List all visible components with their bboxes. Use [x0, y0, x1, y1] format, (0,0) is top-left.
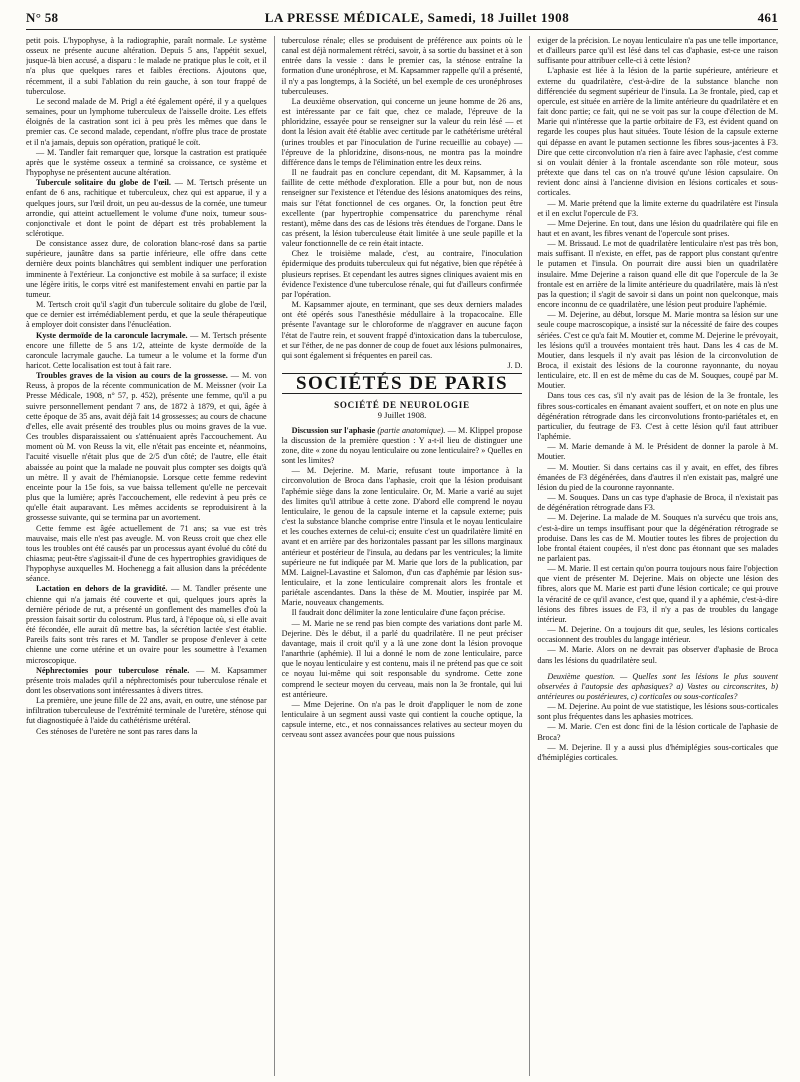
paragraph: — M. Tandler fait remarquer que, lorsque la castration est pratiquée après que le système osseux a terminé sa croissance, ce système et l'hypophyse ne présentent aucune altération. — [26, 147, 267, 178]
paragraph: — M. Dejerine. Au point de vue statistique, les lésions sous-corticales sont plus fréquentes dans les aphasies motrices. — [537, 702, 778, 722]
section-heading: Tubercule solitaire du globe de l'œil. — [36, 178, 171, 188]
paragraph: — M. Moutier. Si dans certains cas il y avait, en effet, des fibres émanées de F3 dégénérées, dans d'autres il n'en existait pas, malgré une lésion du pied de la couronne rayonnante. — [537, 462, 778, 492]
question-paragraph: Deuxième question. — Quelles sont les lésions le plus souvent observées à l'autopsie des aphasiques? a) Vastes ou circonscrites, b) antérieures ou postérieures, c) corticales ou sous-corticales? — [537, 671, 778, 701]
page-number: 461 — [757, 10, 778, 25]
paragraph: — M. Dejerine. On a toujours dit que, seules, les lésions corticales occasionnent des troubles du langage intérieur. — [537, 625, 778, 645]
paragraph: M. Kapsammer ajoute, en terminant, que ses deux derniers malades ont été opérés sous l'anesthésie médullaire à la tropacocaïne. Elle présente l'avantage sur le chloroforme de n'aggraver en aucune façon l'état de l'autre rein, et souvent frappé d'intoxication dans la tuberculose, et sur l'éther, de ne pas donner de coup de fouet aux lésions pulmonaires, qui sont également si fréquentes en pareil cas. — [281, 300, 523, 360]
paragraph: — M. Souques. Dans un cas type d'aphasie de Broca, il n'existait pas de dégénération rétrograde dans F3. — [537, 493, 778, 513]
paragraph: De consistance assez dure, de coloration blanc-rosé dans sa partie supérieure, jaunâtre dans sa partie inférieure, elle offre dans cette dernière deux points blanchâtres qui semblent indiquer une perforation imminente à l'extérieur. La conjonctive est mobile à sa surface; il existe une légère iritis, le corps vitré est manifestement envahi en partie par la tumeur. — [26, 239, 267, 299]
paragraph: Il faudrait donc délimiter la zone lenticulaire d'une façon précise. — [291, 608, 506, 618]
paragraph: petit pois. L'hypophyse, à la radiographie, paraît normale. Le système osseux ne présente aucune altération. Depuis 5 ans, l'appétit sexuel, jusque-là bien accusé, a disparu : le malade ne pratique plus le coït, et il n'a plus que quelques rares et faibles érections. Ajoutons que, récemment, il a subi l'ablation du rein gauche, à son tour frappé de tuberculose. — [26, 36, 267, 96]
section-heading: Troubles graves de la vision au cours de la grossesse. — [36, 371, 228, 381]
paragraph — [282, 426, 523, 467]
paragraph — [26, 371, 267, 523]
paragraph: — M. Marie demande à M. le Président de donner la parole à M. Moutier. — [537, 442, 778, 462]
section-banner: SOCIÉTÉS DE PARIS — [282, 373, 523, 394]
paragraph: La deuxième observation, qui concerne un jeune homme de 26 ans, est intéressante par ce fait que, chez ce malade, l'épreuve de la phloridzine, essayée pour se renseigner sur la valeur du rein lésé — et dont la lésion avait été établie avec certitude par le cathétérisme urétéral (urines troubles et par l'inoculation de l'urine recueillie au cobaye) — l'épreuve de la phloridzine, disons-nous, ne montra pas la moindre différence dans le temps de l'élimination entre les deux reins. — [281, 96, 523, 167]
paragraph-text: — M. Kapsammer présente trois malades qu'il a néphrectomisés pour tuberculose rénale et dont les observations sont intéressantes à divers titres. — [26, 665, 267, 695]
paragraph: exiger de la précision. Le noyau lenticulaire n'a pas une telle importance, et d'ailleurs parce qu'il est lésé dans tel cas d'aphasie, est-ce une raison suffisante pour attribuer celle-ci à cette lésion? — [537, 36, 778, 66]
paragraph — [26, 584, 267, 665]
paragraph-text: — M. Tertsch présente un enfant de 6 ans, rachitique et tuberculeux, chez qui est apparue, il y a quelques jours, sur l'œil droit, un peu au-dessus de la cornée, une tumeur arrondie, qui atteint actuellement le volume d'une noix, tumeur sous-conjonctivale et dont le point de départ est très probablement la sclérotique. — [26, 178, 267, 238]
signature: J. D. — [507, 361, 523, 370]
paragraph: — M. Dejerine. Il y a aussi plus d'hémiplégies sous-corticales que d'hémiplégies corticales. — [537, 742, 778, 762]
section-heading: Kyste dermoïde de la caroncule lacrymale. — [36, 330, 188, 340]
column-1 — [26, 36, 274, 1076]
paragraph: Il ne faudrait pas en conclure cependant, dit M. Kapsammer, à la faillite de cette méthode d'exploration. Elle a pour but, non de nous renseigner sur l'existence et l'étendue des lésions anatomiques des reins, mais sur l'état fonctionnel de ces organes. Or, la fonction peut être excellente (par hypertrophie compensatrice du parenchyme rénal restant), même dans des cas de lésions très étendues de l'organe. Dans le cas présent, la lésion tuberculeuse était limitée à une seule papille et la valeur fonctionnelle de ce rein était intacte. — [281, 168, 523, 249]
paragraph-text: — M. von Reuss, à propos de la récente communication de M. Meissner (voir La Presse Médicale, 1908, n° 57, p. 452), présente une femme, qu'il a pu suivre personnellement pendant 7 ans, de 1872 à 1879, et qui, âgée à cette époque de 35 ans, avait déjà fait 14 grossesses; au cours de chacune d'elles, elle avait présenté des troubles plus ou moins graves de la vue. Ces troubles disparaissaient ou s'atténuaient après l'accouchement. Au moment où M. von Reuss la vit, elle n'était pas enceinte et, néanmoins, l'acuité visuelle n'était plus que de 2/5 d'un côté; de l'autre, elle était abaissée au point que la malade ne pouvait plus compter ses doigts qu'à un mètre. Il y avait de l'hémianopsie. Lorsque cette femme redevint enceinte pour la 15e fois, sa vue baissa tellement qu'elle ne percevait plus que la lumière; après l'accouchement, elle redevint à peu près ce qu'elle était auparavant. Les mêmes accidents se reproduisirent à la grossesse suivante, qui se termina par un avortement. — [26, 371, 267, 523]
paragraph — [26, 666, 267, 696]
paragraph: Dans tous ces cas, s'il n'y avait pas de lésion de la 3e frontale, les fibres sous-corticales en émanant avaient souffert, et on note en plus une dégénération rétrograde dans les circonvolutions fronto-pariétales et, en particulier, du feutrage de F3. C'est à cette lésion qu'il faut attribuer l'aphémie. — [537, 391, 778, 442]
society-name: SOCIÉTÉ DE NEUROLOGIE — [334, 400, 470, 411]
paragraph: — M. Marie. C'en est donc fini de la lésion corticale de l'aphasie de Broca? — [537, 722, 778, 742]
paragraph: — Mme Dejerine. On n'a pas le droit d'appliquer le nom de zone lenticulaire à un segment aussi vaste qui contient la couche optique, la capsule interne, etc., et nos connaissances relatives au secteur moyen du cerveau sont assez avancées pour que nous puissions — [281, 699, 523, 740]
paragraph: — M. Dejerine. La malade de M. Souques n'a survécu que trois ans, c'est-à-dire un temps insuffisant pour que la dégénération rétrograde se produise. Dans les cas de M. Moutier toutes les fibres de projection du lobe frontal étaient coupées, il n'est donc pas étonnant que ses malades ne parlaient pas. — [537, 513, 778, 563]
paragraph-text: — M. Tandler présente une chienne qui n'a jamais été couverte et qui, quelques jours après la dernière période de rut, a présenté un gonflement des mamelles d'où la pression faisait sortir du colostrum. Plus tard, à l'époque où, si elle avait été fécondée, elle aurait dû mettre bas, la sécrétion lactée s'est établie. Pareils faits sont très rares et M. Tandler se propose d'enlever à cette chienne une corne utérine et un ovaire pour les soumettre à l'examen microscopique. — [26, 584, 267, 665]
section-heading: Néphrectomies pour tuberculose rénale. — [36, 665, 190, 675]
paragraph: — M. Marie. Alors on ne devrait pas observer d'aphasie de Broca dans les lésions du quadrilatère seul. — [537, 645, 778, 665]
section-heading-note: (partie anatomique). — [375, 425, 446, 435]
publication-title: LA PRESSE MÉDICALE, Samedi, 18 Juillet 1908 — [264, 10, 570, 25]
paragraph: La première, une jeune fille de 22 ans, avait, en outre, une sténose par infiltration tuberculeuse de l'extrémité terminale de l'uretère, sténose qui fut diagnostiquée à l'aide du cathétérisme urétéral. — [26, 696, 267, 726]
paragraph: Cette femme est âgée actuellement de 71 ans; sa vue est très mauvaise, mais elle n'est pas aveugle. M. von Reuss croit que chez elle tous les troubles ont été causés par un processus ayant évolué du côté du chiasma; peut-être s'agissait-il d'une de ces hypertrophies gravidiques de l'hypophyse auxquelles M. Hochenegg a fait allusion dans la précédente séance. — [26, 523, 267, 584]
column-2 — [274, 36, 530, 1076]
paragraph: — M. Marie. Il est certain qu'on pourra toujours nous faire l'objection que vient de présenter M. Dejerine. Mais on objecte une lésion des fibres, alors que M. Marie est parti d'une lésion corticale; ce qui prouve la véracité de ce qu'il avance, c'est que, quand il y a aphémie, c'est-à-dire lésions des fibres issues de F3, il n'y a pas de troubles du langage intérieur. — [537, 564, 778, 624]
session-date: 9 Juillet 1908. — [377, 410, 427, 421]
paragraph: — M. Dejerine, au début, lorsque M. Marie montra sa lésion sur une seule coupe macroscopique, a insisté sur la nécessité de faire des coupes sériées. C'est ce qu'a fait M. Moutier et, comme M. Dejerine le prévoyait, les lésions qu'il a trouvées montaient très haut. Dans les 4 cas de M. Moutier, dans lesquels il n'y avait pas lésion de la circonvolution de Broca, il existait des lésions de la couronne rayonnante, du noyau lenticulaire, etc. Il en est de même du cas de M. Souques, coupé par M. Moutier. — [537, 310, 778, 391]
columns — [26, 36, 778, 1076]
paragraph: L'aphasie est liée à la lésion de la partie supérieure, antérieure et externe du quadrilatère, c'est-à-dire de la substance blanche non différenciée du segment supérieur de l'insula. La 3e frontale, pied, cap et opercule, est située en arrière de la limite antérieure du quadrilatère et en fait donc partie; ce fait, qui ne se voit pas sur la coupe d'élection de M. Marie qui n'intéresse que la partie orbitaire de F3, est évident quand on regarde les coupes plus haut situées. Toute lésion de la capsule externe qui dépasse en avant le putamen sectionne les fibres sous-jacentes à F3. Dire que cette circonvolution n'a rien à faire avec l'aphasie, c'est comme si on voulait dénier à la frontale ascendante son rôle moteur, sous prétexte que dans tel cas on n'a trouvé qu'une lésion capsulaire. On revient donc ainsi à l'ancienne division en lésions corticales et sous-corticales. — [537, 66, 778, 198]
paragraph: Ces sténoses de l'uretère ne sont pas rares dans la — [36, 726, 198, 736]
paragraph: — M. Dejerine. M. Marie, refusant toute importance à la circonvolution de Broca dans l'aphasie, croit que la lésion produisant l'aphémie siège dans la zone lenticulaire. Or, M. Marie a varié au sujet des limites qu'il attribue à cette zone. D'abord elle comprend le noyau lenticulaire, le genou de la capsule interne et la capsule externe; puis c'est la substance blanche comprise entre l'insula et le noyau lenticulaire et les couches externes de celui-ci; ensuite c'est un quadrilatère limité en avant et en arrière par des horizontales passant par les sillons marginaux antérieur et postérieur de l'insula, au dedans par les ventricules; la limite supérieure ne fut indiquée par M. Marie que lors de la publication, par MM. Laignel-Lavastine et Salomon, d'un cas d'aphémie par lésion sus-lenticulaire, et la zone lenticulaire comprenait alors les frontale et pariétale ascendantes. Dans la thèse de M. Moutier, inspirée par M. Marie, nouveaux changements. — [281, 466, 523, 608]
paragraph-text: — M. Klippel propose la discussion de la première question : Y a-t-il lieu de distinguer une zone, dite « zone du noyau lenticulaire ou zone lenticulaire? » Quelles en sont les limites? — [281, 425, 523, 466]
paragraph — [26, 178, 267, 239]
paragraph: Le second malade de M. Prigl a été également opéré, il y a quelques semaines, pour un lymphome tuberculeux de l'aisselle droite. Les effets éloignés de la castration sont ici à peu près les mêmes que dans le premier cas. Ce second malade, cependant, n'offre plus trace de prostate et il n'a jamais, depuis son opération, pratiqué le coït. — [26, 96, 267, 147]
column-3 — [529, 36, 778, 1076]
paragraph: — M. Marie ne se rend pas bien compte des variations dont parle M. Dejerine. Dès le début, il a parlé du quadrilatère. Il ne peut préciser davantage, mais il croit qu'il y a là une zone dont la lésion provoque l'anarthrie (aphémie). Il lui a donné le nom de zone lenticulaire, parce que le noyau lenticulaire y est contenu, mais il ne prétend pas que ce soit ce noyau lui-même qui soit responsable du syndrome. Cette zone comprend le secteur moyen du cerveau, mais non la 3e frontale, qui lui est antérieure. — [281, 618, 523, 699]
paragraph: — M. Brissaud. Le mot de quadrilatère lenticulaire n'est pas très bon, mais suffisant. Il n'existe, en effet, pas de rapport plus constant qu'entre le putamen et l'insula. On pourrait dire aussi bien un quadrilatère insulaire. Mme Dejerine a raison quand elle dit que l'opercule de la 3e frontale est en arrière de la limite antérieure du quadrilatère, mais là n'est pas la question; il s'agit de savoir si dans un point non quelconque, mais encore inconnu de ce quadrilatère, une lésion peut produire l'aphémie. — [537, 239, 778, 310]
paragraph — [26, 331, 267, 372]
paragraph: — M. Marie prétend que la limite externe du quadrilatère est l'insula et il en exclut l'opercule de F3. — [537, 198, 778, 218]
section-heading: Discussion sur l'aphasie — [291, 425, 376, 435]
page-header — [26, 10, 778, 30]
paragraph: tuberculose rénale; elles se produisent de préférence aux points où le canal est déjà normalement rétréci, savoir, à sa sortie du bassinet et à son entrée dans la vessie : dans le premier cas, la sténose entraîne la formation d'une uronéphrose, et M. Kapsammer rappelle qu'il a présenté, il n'y a pas longtemps, à la Société, un bel exemple de ces uronéphroses tuberculeuses. — [281, 36, 523, 96]
paragraph: Chez le troisième malade, c'est, au contraire, l'inoculation épidermique des produits tuberculeux qui fut négative, bien que répétée à plusieurs reprises. Et cependant les autres signes cliniques avaient mis en évidence l'existence d'une tuberculose rénale, qui fut d'ailleurs confirmée par l'opération. — [281, 249, 523, 299]
paragraph: M. Tertsch croit qu'il s'agit d'un tubercule solitaire du globe de l'œil, que ce dernier est irrémédiablement perdu, et que la seule thérapeutique à employer doit consister dans l'énucléation. — [26, 300, 267, 330]
paragraph-text: — M. Tertsch présente encore une fillette de 5 ans 1/2, atteinte de kyste dermoïde de la caroncule lacrymale gauche. La tumeur a le volume et la forme d'un haricot. Cette localisation est tout à fait rare. — [26, 330, 267, 370]
issue-number: N° 58 — [26, 10, 59, 25]
paragraph: — Mme Dejerine. En tout, dans une lésion du quadrilatère qui file en haut et en avant, les fibres venant de l'opercule sont prises. — [537, 218, 778, 238]
section-heading: Lactation en dehors de la gravidité. — [36, 584, 168, 594]
